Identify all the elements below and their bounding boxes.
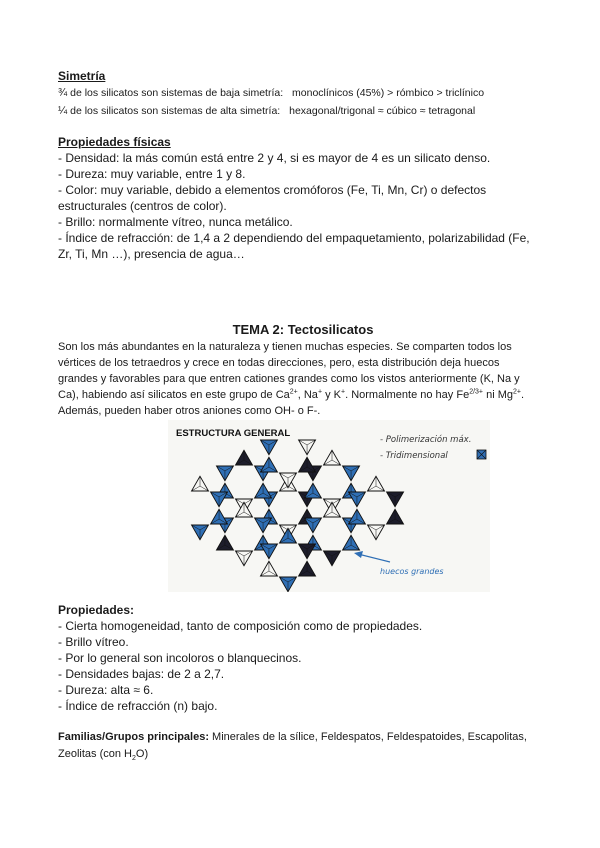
propiedades-fisicas-list (58, 150, 548, 262)
estructura-figure (168, 420, 490, 592)
list-item: - Dureza: alta ≈ 6. (58, 683, 154, 697)
simetria-text: de los silicatos son sistemas de alta simetría: (70, 105, 281, 117)
intro-text: , Na (297, 389, 318, 401)
list-item: - Por lo general son incoloros o blanquecinos. (58, 651, 302, 665)
list-item: - Dureza: muy variable, entre 1 y 8. (58, 167, 246, 181)
note-huecos: huecos grandes (380, 567, 444, 576)
intro-text: ni Mg (483, 389, 513, 401)
subscript: 2 (131, 755, 136, 763)
familias-text: O) (135, 748, 149, 760)
list-item: Zr, Ti, Mn …), presencia de agua… (58, 247, 245, 261)
list-item: - Índice de refracción: de 1,4 a 2 dependiendo del empaquetamiento, polarizabilidad (Fe, (58, 231, 530, 245)
tema2-intro (58, 339, 548, 419)
superscript: + (317, 388, 323, 396)
intro-text: . Normalmente no hay Fe (345, 389, 470, 401)
tema2-section (58, 322, 548, 419)
superscript: 2+ (289, 388, 298, 396)
list-item: - Densidades bajas: de 2 a 2,7. (58, 667, 225, 681)
intro-line: Además, pueden haber otros aniones como OH- o F-. (58, 405, 321, 417)
list-item: - Densidad: la más común está entre 2 y 4, si es mayor de 4 es un silicato denso. (58, 151, 491, 165)
intro-text: Ca), habiendo así silicatos en este grupo de Ca (58, 389, 290, 401)
note-polimerizacion: - Polimerización máx. (380, 435, 472, 445)
superscript: 2+ (513, 388, 521, 396)
tectosilicate-drawing (168, 420, 490, 592)
note-tridimensional: - Tridimensional (380, 451, 448, 461)
simetria-value: monoclínicos (45%) > rómbico > triclínico (292, 87, 485, 99)
list-item: - Índice de refracción (n) bajo. (58, 699, 218, 713)
intro-line: vértices de los tetraedros y crece en todas direcciones, pero, esta distribución deja huecos (58, 357, 500, 369)
list-item: - Brillo vítreo. (58, 635, 129, 649)
superscript: 2/3+ (469, 388, 484, 396)
simetria-title: Simetría (58, 69, 106, 83)
intro-text: y K (322, 389, 341, 401)
familias-label: Familias/Grupos principales: (58, 731, 209, 743)
intro-line: grandes y favorables para que entren cationes grandes como los vistos anteriormente (K, Na y (58, 373, 520, 385)
simetria-value: hexagonal/trigonal ≈ cúbico ≈ tetragonal (289, 105, 476, 117)
intro-line: Son los más abundantes en la naturaleza y tienen muchas especies. Se comparten todos los (58, 341, 512, 353)
intro-text: . (520, 389, 525, 401)
tema2-title: TEMA 2: Tectosilicatos (232, 322, 374, 337)
simetria-row-baja (58, 84, 548, 102)
simetria-text: de los silicatos son sistemas de baja simetría: (70, 87, 284, 99)
simetria-row-alta (58, 102, 548, 120)
list-item: estructurales (centros de color). (58, 199, 227, 213)
familias-section (58, 729, 548, 763)
fraction: ¼ (58, 105, 68, 117)
fraction: ¾ (58, 87, 68, 99)
familias-text: Minerales de la sílice, Feldespatos, Feldespatoides, Escapolitas, (209, 731, 527, 743)
list-item: - Brillo: normalmente vítreo, nunca metálico. (58, 215, 293, 229)
propiedades-fisicas-title: Propiedades físicas (58, 135, 171, 149)
list-item: - Color: muy variable, debido a elementos cromóforos (Fe, Ti, Mn, Cr) o defectos (58, 183, 487, 197)
superscript: + (340, 388, 346, 396)
list-item: - Cierta homogeneidad, tanto de composición como de propiedades. (58, 619, 423, 633)
propiedades-section (58, 602, 548, 714)
familias-text: Zeolitas (con H (58, 748, 132, 760)
top-section (58, 68, 548, 262)
intro-line (58, 387, 548, 403)
propiedades-list (58, 618, 548, 714)
propiedades-title: Propiedades: (58, 603, 135, 617)
figure-heading: ESTRUCTURA GENERAL (176, 428, 291, 439)
